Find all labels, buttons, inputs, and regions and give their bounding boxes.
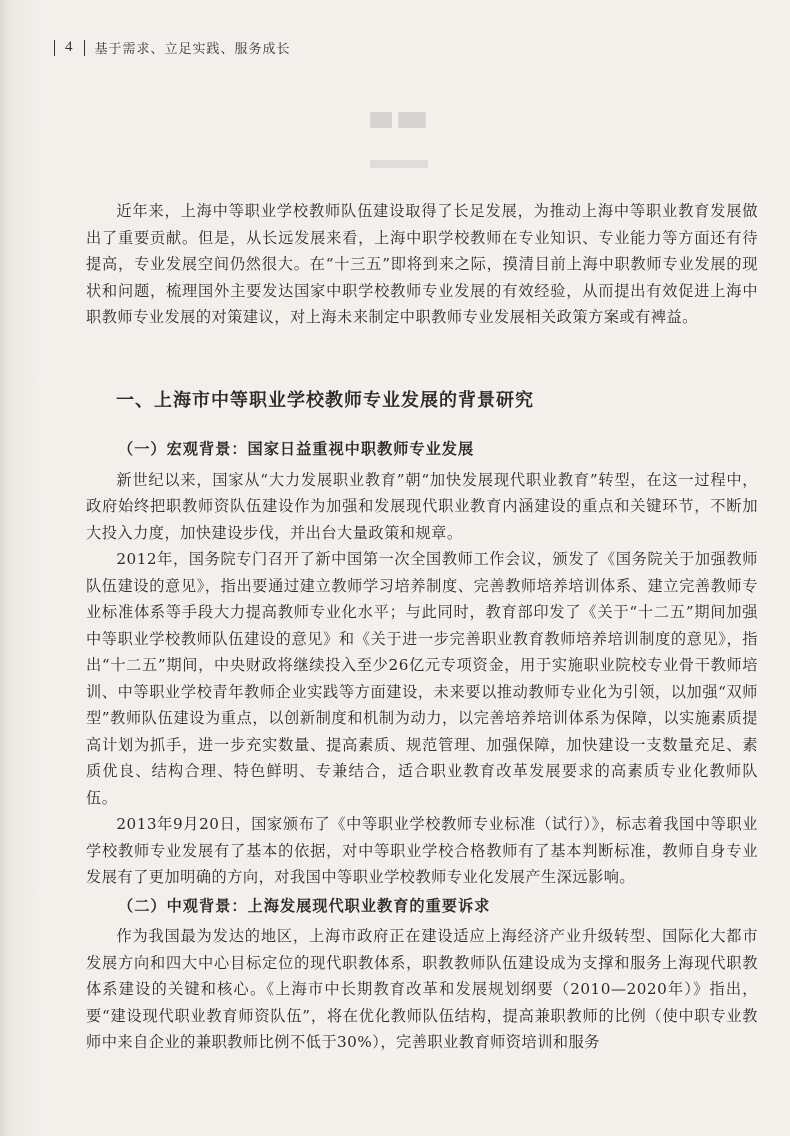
running-head	[44, 38, 291, 57]
divider	[84, 40, 85, 56]
paragraph: 新世纪以来，国家从“大力发展职业教育”朝“加快发展现代职业教育”转型，在这一过程中，政府始终把职教师资队伍建设作为加强和发展现代职业教育内涵建设的重点和关键环节，不断加大投入力度，加快建设步伐，并出台大量政策和规章。	[86, 470, 758, 542]
intro-paragraph: 近年来，上海中等职业学校教师队伍建设取得了长足发展，为推动上海中等职业教育发展做出了重要贡献。但是，从长远发展来看，上海中职学校教师在专业知识、专业能力等方面还有待提高，专业发展空间仍然很大。在“十三五”即将到来之际，摸清目前上海中职教师专业发展的现状和问题，梳理国外主要发达国家中职学校教师专业发展的有效经验，从而提出有效促进上海中职教师专业发展的对策建议，对上海未来制定中职教师专业发展相关政策方案或有裨益。	[86, 202, 758, 326]
show-through-mark	[370, 160, 428, 168]
divider	[54, 40, 55, 56]
subsection-title: （二）中观背景：上海发展现代职业教育的重要诉求	[118, 896, 491, 915]
paragraph: 作为我国最为发达的地区，上海市政府正在建设适应上海经济产业升级转型、国际化大都市发展方向和四大中心目标定位的现代职教体系，职教教师队伍建设成为支撑和服务上海现代职教体系建设的关键和核心。《上海市中长期教育改革和发展规划纲要（2010—2020年）》指出，要“建设现代职业教育师资队伍”，将在优化教师队伍结构，提高兼职教师的比例（使中职专业教师中来自企业的兼职教师比例不低于30%），完善职业教育师资培训和服务	[86, 927, 758, 1051]
show-through-mark	[370, 112, 430, 138]
paragraph: 2013年9月20日，国家颁布了《中等职业学校教师专业标准（试行）》，标志着我国中等职业学校教师专业发展有了基本的依据，对中等职业学校合格教师有了基本判断标准，教师自身专业发展有了更加明确的方向，对我国中等职业学校教师专业化发展产生深远影响。	[86, 815, 758, 886]
section-title: 一、上海市中等职业学校教师专业发展的背景研究	[116, 390, 534, 411]
paragraph: 2012年，国务院专门召开了新中国第一次全国教师工作会议，颁发了《国务院关于加强教师队伍建设的意见》，指出要通过建立教师学习培养制度、完善教师培养培训体系、建立完善教师专业标准体系等手段大力提高教师专业化水平；与此同时，教育部印发了《关于“十二五”期间加强中等职业学校教师队伍建设的意见》和《关于进一步完善职业教育教师培养培训制度的意见》，指出“十二五”期间，中央财政将继续投入至少26亿元专项资金，用于实施职业院校专业骨干教师培训、中等职业学校青年教师企业实践等方面建设，未来要以推动教师专业化为引领，以加强“双师型”教师队伍建设为重点，以创新制度和机制为动力，以完善培养培训体系为保障，以实施素质提高计划为抓手，进一步充实数量、提高素质、规范管理、加强保障，加快建设一支数量充足、素质优良、结构合理、特色鲜明、专兼结合，适合职业教育改革发展要求的高素质专业化教师队伍。	[86, 550, 758, 807]
page-number: 4	[65, 39, 74, 55]
running-title: 基于需求、立足实践、服务成长	[94, 42, 291, 57]
intro-block	[86, 198, 758, 331]
subsection-title: （一）宏观背景：国家日益重视中职教师专业发展	[118, 440, 475, 458]
section-body	[86, 436, 758, 1056]
